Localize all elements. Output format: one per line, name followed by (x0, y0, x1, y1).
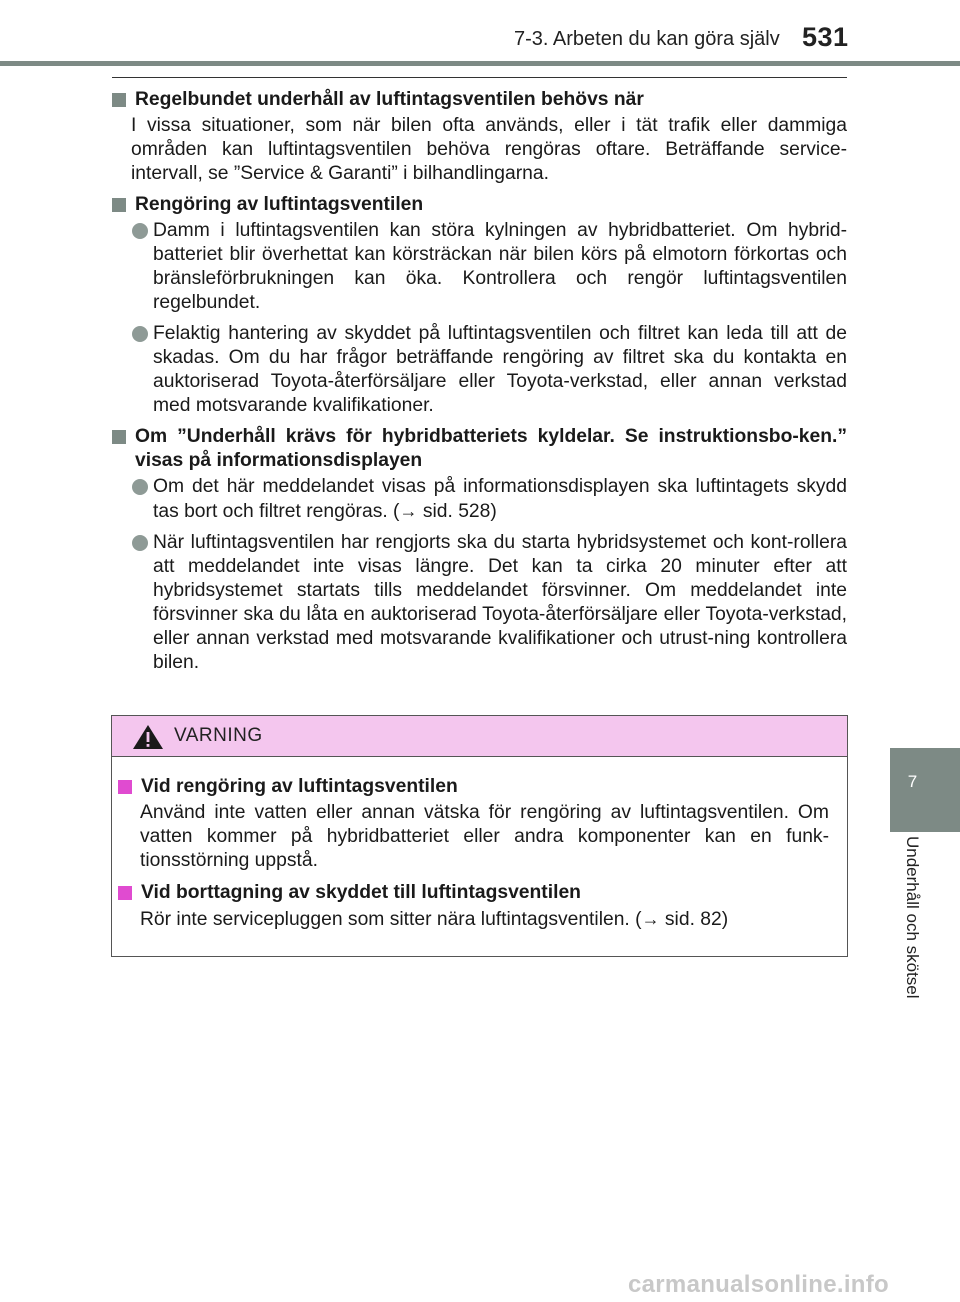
warning-item-heading-text: Vid rengöring av luftintagsventilen (141, 776, 458, 797)
list-item-text: Felaktig hantering av skyddet på luftintagsventilen och filtret kan leda till att de skadas. Om du har frågor beträffande rengöring av filtret ska du kontakta en auktoriserad Toyota-återförsäljare eller Toyota-verkstad, eller annan verkstad med motsvarande kvalifikationer. (153, 323, 847, 416)
list-item (112, 531, 847, 675)
square-bullet-icon (118, 886, 132, 900)
warning-item-heading (118, 881, 829, 905)
list-item-text: Damm i luftintagsventilen kan störa kylningen av hybridbatteriet. Om hybrid-batteriet blir överhettat kan körsträckan när bilen körs på elmotorn förkortas och bränsleförbrukningen kan öka. Kontrollera och rengör luftintagsventilen regelbundet. (153, 220, 847, 313)
list-item-text: Om det här meddelandet visas på informationsdisplayen ska luftintagets skydd tas bort och filtret rengöras. ( (153, 476, 847, 522)
list-item (112, 475, 847, 524)
watermark: carmanualsonline.info (628, 1271, 890, 1298)
arrow-right-icon: → (641, 909, 660, 929)
main-content (112, 88, 847, 682)
warning-item-heading (118, 775, 829, 799)
page-reference-link[interactable]: sid. 528) (417, 501, 497, 522)
square-bullet-icon (112, 93, 126, 107)
page-header (0, 0, 960, 60)
circle-bullet-icon (132, 223, 148, 239)
warning-text: Rör inte servicepluggen som sitter nära luftintagsventilen. ( (140, 909, 642, 930)
chapter-tab[interactable] (890, 748, 960, 832)
square-bullet-icon (112, 430, 126, 444)
chapter-label-text: Underhåll och skötsel (903, 836, 922, 999)
circle-bullet-icon (132, 479, 148, 495)
warning-item-text: Använd inte vatten eller annan vätska för rengöring av luftintagsventilen. Om vatten kommer på hybridbatteriet eller andra komponenter kan en funk-tionsstörning uppstå. (140, 802, 829, 871)
circle-bullet-icon (132, 326, 148, 342)
circle-bullet-icon (132, 535, 148, 551)
list-item-text: När luftintagsventilen har rengjorts ska du starta hybridsystemet och kont-rollera att meddelandet inte visas längre. Det kan ta cirka 20 minuter efter att hybridsystemet startats tills meddelandet försvinner. Om meddelandet inte försvinner ska du låta en auktoriserad Toyota-återförsäljare eller Toyota-verkstad, eller annan verkstad med motsvarande kvalifikationer och utrust-ning kontrollera bilen. (153, 532, 847, 673)
header-rule (0, 61, 960, 66)
square-bullet-icon (112, 198, 126, 212)
paragraph: I vissa situationer, som när bilen ofta används, eller i tät trafik eller dammiga områden kan luftintagsventilen behöva rengöras oftare. Beträffande service-intervall, se ”Service & Garanti” i bilhandlingarna. (131, 115, 847, 184)
list-item (112, 219, 847, 315)
warning-title: VARNING (174, 725, 263, 746)
warning-item-heading-text: Vid borttagning av skyddet till luftintagsventilen (141, 882, 581, 903)
square-bullet-icon (118, 780, 132, 794)
warning-header (112, 716, 847, 757)
section-heading (112, 193, 847, 217)
section-heading (112, 88, 847, 112)
warning-body (112, 757, 847, 932)
warning-triangle-icon (132, 724, 164, 750)
page-number: 531 (802, 22, 849, 52)
section-title: 7-3. Arbeten du kan göra själv (514, 28, 780, 50)
warning-item-text (112, 907, 829, 932)
arrow-right-icon: → (399, 501, 418, 521)
content-rule (112, 77, 847, 78)
warning-box (111, 715, 848, 957)
section-heading-text: Regelbundet underhåll av luftintagsventilen behövs när (135, 89, 644, 110)
section-heading-text: Rengöring av luftintagsventilen (135, 194, 424, 215)
list-item (112, 322, 847, 418)
chapter-number: 7 (907, 772, 918, 791)
section-heading (112, 425, 847, 473)
section-heading-text: Om ”Underhåll krävs för hybridbatteriets kyldelar. Se instruktionsbo-ken.” visas på informationsdisplayen (135, 426, 847, 471)
page-reference-link[interactable]: sid. 82) (659, 909, 729, 930)
chapter-label (890, 836, 935, 1036)
